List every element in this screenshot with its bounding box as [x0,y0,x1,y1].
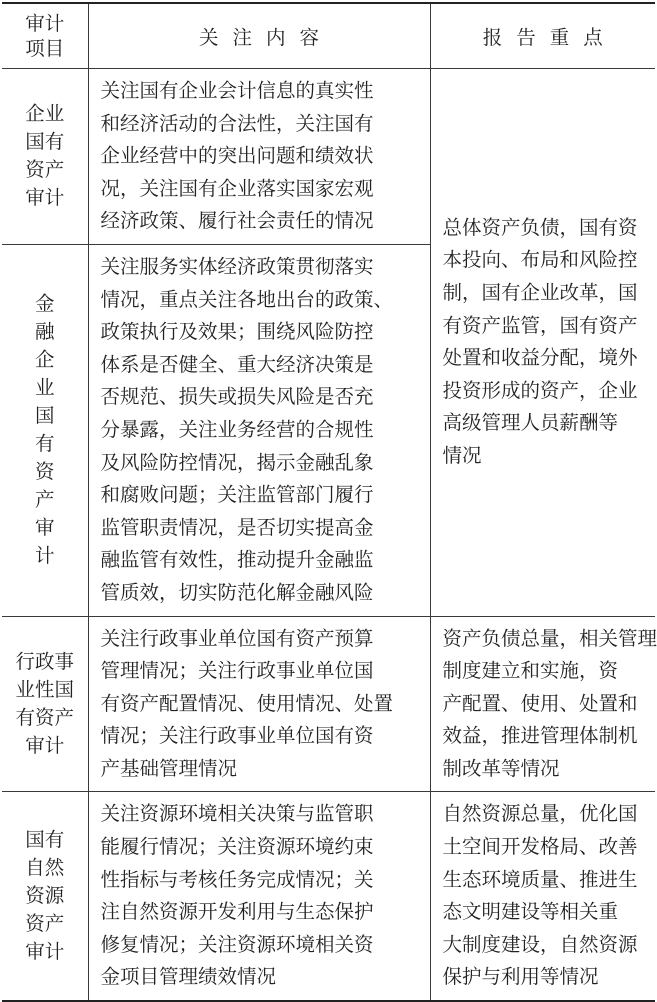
content-line: 况，关注国有企业落实国家宏观 [100,176,374,200]
content-line: 修复情况；关注资源环境相关资 [100,932,374,956]
category-line: 资源 [25,884,65,908]
content-line: 体系是否健全、重大经济决策是 [100,352,374,376]
content-line: 注自然资源开发利用与生态保护 [100,900,374,924]
category-line: 计 [34,544,55,568]
category-line: 业性国 [15,677,74,701]
category-cell [2,244,88,616]
content-line: 和腐败问题；关注监管部门履行 [100,483,374,507]
category-line: 资产 [25,912,65,936]
category-cell [2,616,88,792]
header-report-focus: 报告重点 [430,3,655,69]
content-line: 关注服务实体经济政策贯彻落实 [100,254,374,278]
content-cell [88,69,430,245]
content-line: 金项目管理绩效情况 [100,965,277,989]
report-line: 投资形成的资产，企业 [442,378,638,402]
report-line: 处置和收益分配，境外 [442,346,638,370]
content-line: 关注国有企业会计信息的真实性 [100,79,374,102]
report-line: 高级管理人员薪酬等 [442,411,619,435]
report-line: 大制度建设，自然资源 [442,932,638,956]
category-line: 金 [34,292,55,316]
content-line: 性指标与考核任务完成情况；关 [100,867,374,891]
report-line: 本投向、布局和风险控 [442,248,638,272]
category-line: 资 [34,460,55,484]
category-line: 国有 [25,828,65,852]
content-line: 情况；关注行政事业单位国有资 [100,724,374,748]
report-line: 资产负债总量，相关管理 [442,626,657,650]
content-line: 经济政策、履行社会责任的情况 [100,209,374,233]
category-line: 业 [34,376,55,400]
report-line: 总体资产负债，国有资 [442,215,638,239]
content-line: 情况，重点关注各地出台的政策、 [100,287,394,311]
content-cell [88,616,430,792]
content-line: 监管职责情况，是否切实提高金 [100,515,374,539]
content-line: 和经济活动的合法性，关注国有 [100,111,374,135]
report-line: 态文明建设等相关重 [442,900,619,924]
table-row [2,616,655,792]
category-cell [2,792,88,1001]
category-line: 资产 [25,158,65,182]
report-line: 产配置、使用、处置和 [442,691,638,715]
audit-focus-table [2,2,655,1002]
table-row [2,792,655,1001]
category-line: 国有 [25,130,65,154]
report-cell [430,792,655,1001]
table-header-row [2,3,655,69]
content-line: 管理情况；关注行政事业单位国 [100,659,374,683]
content-line: 关注资源环境相关决策与监管职 [100,802,374,826]
category-line: 审计 [25,186,65,210]
report-line: 有资产监管，国有资产 [442,313,638,337]
category-line: 审计 [25,940,65,964]
content-line: 融监管有效性，推动提升金融监 [100,548,374,572]
category-line: 有资产 [15,705,74,729]
report-line: 效益，推进管理体制机 [442,724,638,748]
content-line: 关注行政事业单位国有资产预算 [100,626,374,650]
category-line: 自然 [25,856,65,880]
content-cell [88,244,430,616]
category-line: 企业 [25,102,65,126]
category-line: 审 [34,516,55,540]
report-line: 制改革等情况 [442,756,560,780]
category-line: 行政事 [15,649,74,673]
category-cell [2,69,88,245]
content-cell [88,792,430,1001]
report-line: 制，国有企业改革，国 [442,281,638,305]
category-line: 国 [34,404,55,428]
content-line: 及风险防控情况，揭示金融乱象 [100,450,374,474]
header-item-line: 审计 [25,12,65,35]
table-row [2,69,655,245]
report-line: 情况 [442,444,482,468]
report-line: 保护与利用等情况 [442,965,599,989]
category-line: 企 [34,348,55,372]
header-audit-item [2,3,88,69]
content-line: 政策执行及效果；围绕风险防控 [100,320,374,344]
category-line: 产 [34,488,55,512]
category-line: 审计 [25,733,65,757]
content-line: 分暴露，关注业务经营的合规性 [100,417,374,441]
content-line: 能履行情况；关注资源环境约束 [100,835,374,859]
content-line: 否规范、损失或损失风险是否充 [100,385,374,409]
shared-report-cell [430,69,655,617]
report-cell [430,616,655,792]
category-line: 融 [34,320,55,344]
report-line: 生态环境质量、推进生 [442,867,638,891]
header-focus-content: 关注内容 [88,3,430,69]
content-line: 产基础管理情况 [100,756,238,780]
content-line: 有资产配置情况、使用情况、处置 [100,691,394,715]
report-line: 制度建立和实施，资 [442,659,619,683]
content-line: 管质效，切实防范化解金融风险 [100,580,374,604]
report-line: 土空间开发格局、改善 [442,835,638,859]
category-line: 有 [34,432,55,456]
header-item-line: 项目 [25,37,65,60]
content-line: 企业经营中的突出问题和绩效状 [100,144,374,168]
report-line: 自然资源总量，优化国 [442,802,638,826]
